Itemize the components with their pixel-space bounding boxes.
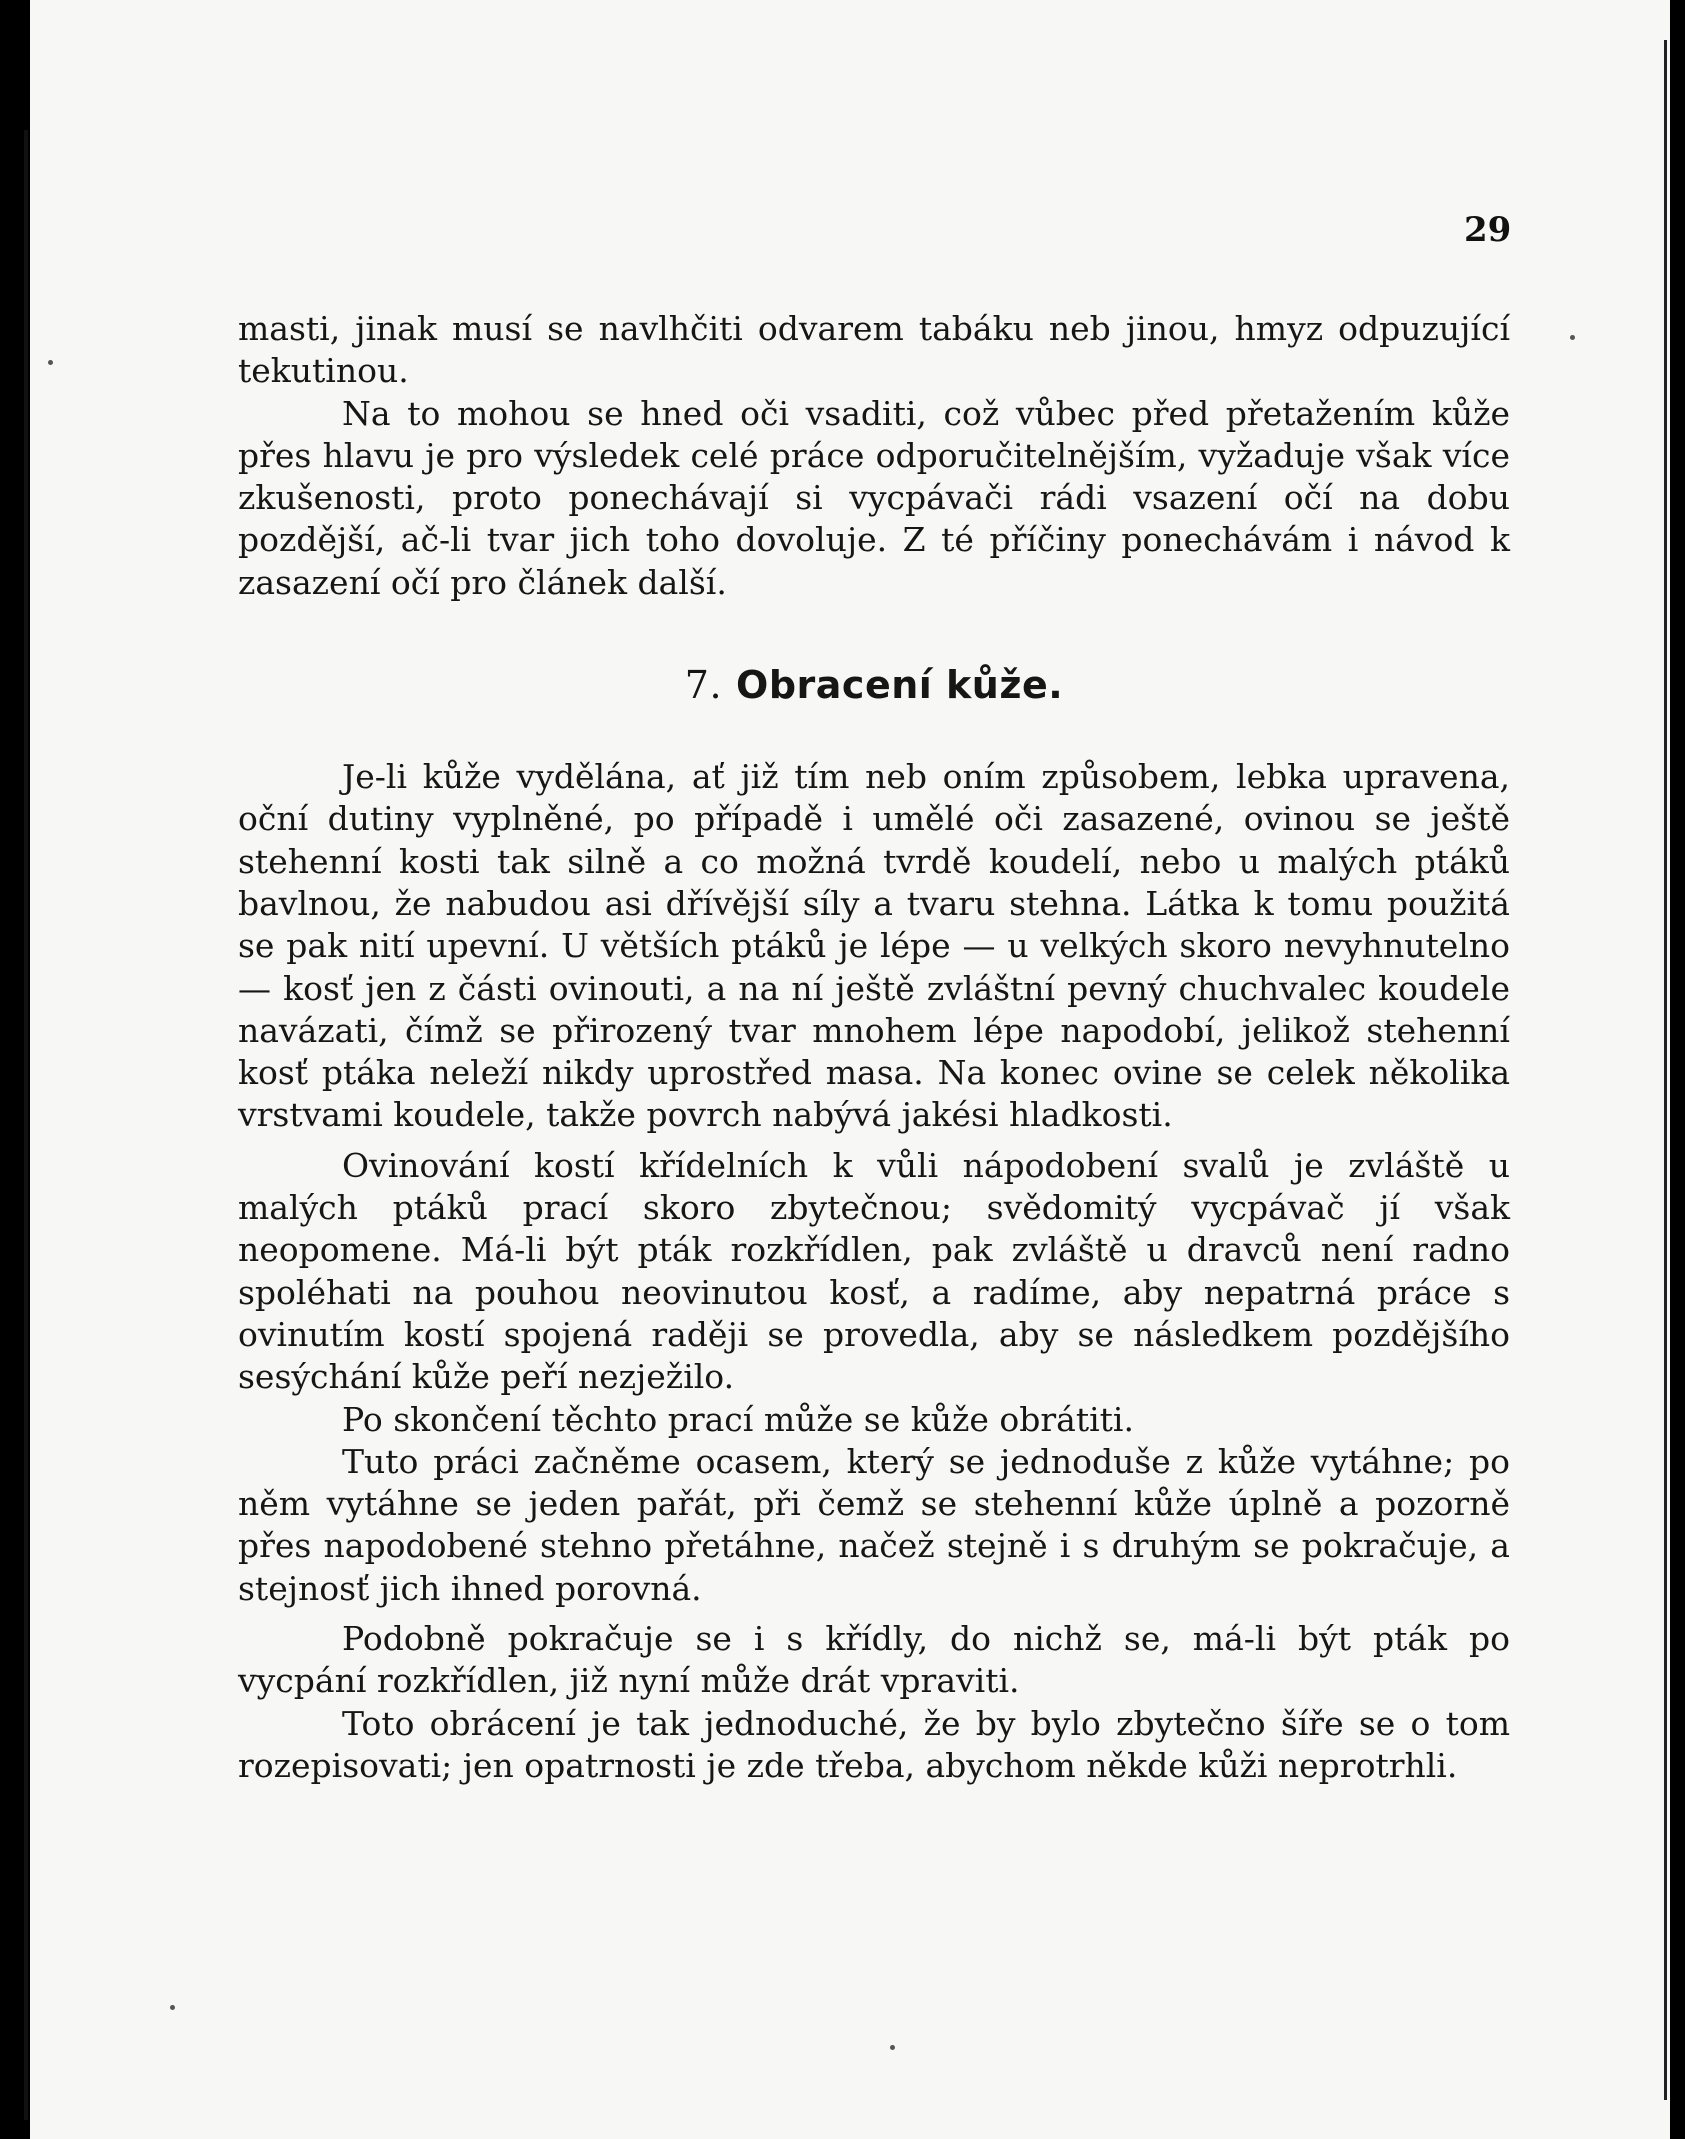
paragraph: Toto obrácení je tak jednoduché, že by bylo zbytečno šíře se o tom rozepisovati; jen opatrnosti je zde třeba, abychom někde kůži neprotrhli. (238, 1703, 1510, 1785)
paragraph: Po skončení těchto prací může se kůže obrátiti. (342, 1399, 1134, 1439)
paragraph-continued: masti, jinak musí se navlhčiti odvarem tabáku neb jinou, hmyz odpuzující tekutinou. (238, 309, 1510, 391)
paragraph: Na to mohou se hned oči vsaditi, což vůbec před přetažením kůže přes hlavu je pro výsledek celé práce odporučitelnějším, vyžaduje však více zkušenosti, proto ponechávají si vycpávači rádi vsazení očí na dobu pozdější, ač-li tvar jich toho dovoluje. Z té příčiny ponechávám i návod k zasazení očí pro článek další. (238, 393, 1510, 602)
page-edge (1664, 40, 1667, 2100)
scan-speck (890, 2045, 895, 2050)
paragraph: Ovinování kostí křídelních k vůli nápodobení svalů je zvláště u malých ptáků prací skoro zbytečnou; svědomitý vycpávač jí však neopomene. Má-li být pták rozkřídlen, pak zvláště u dravců není radno spoléhati na pouhou neovinutou kosť, a radíme, aby nepatrná práce s ovinutím kostí spojená raději se provedla, aby se následkem pozdějšího sesýchání kůže peří nezježilo. (238, 1145, 1510, 1397)
book-page (30, 0, 1670, 2139)
section-heading (238, 664, 1510, 706)
page-number: 29 (1464, 210, 1512, 250)
scan-speck (170, 2005, 175, 2010)
section-number: 7. (684, 663, 723, 708)
scan-speck (1570, 335, 1575, 340)
paragraph: Podobně pokračuje se i s křídly, do nichž se, má-li být pták po vycpání rozkřídlen, již nyní může drát vpraviti. (238, 1619, 1510, 1701)
scan-speck (48, 360, 53, 365)
paragraph: Tuto práci začněme ocasem, který se jednoduše z kůže vytáhne; po něm vytáhne se jeden pařát, při čemž se stehenní kůže úplně a pozorně přes napodobené stehno přetáhne, načež stejně i s druhým se pokračuje, a stejnosť jich ihned porovná. (238, 1441, 1510, 1608)
paragraph: Je-li kůže vydělána, ať již tím neb oním způsobem, lebka upravena, oční dutiny vyplněné, po případě i umělé oči zasazené, ovinou se ještě stehenní kosti tak silně a co možná tvrdě koudelí, nebo u malých ptáků bavlnou, že nabudou asi dřívější síly a tvaru stehna. Látka k tomu použitá se pak nití upevní. U větších ptáků je lépe — u velkých skoro nevyhnutelno — kosť jen z části ovinouti, a na ní ještě zvláštní pevný chuchvalec koudele navázati, čímž se přirozený tvar mnohem lépe napodobí, jelikož stehenní kosť ptáka neleží nikdy uprostřed masa. Na konec ovine se celek několika vrstvami koudele, takže povrch nabývá jakési hladkosti. (238, 757, 1510, 1135)
section-title: Obracení kůže. (736, 663, 1064, 708)
body-text (238, 308, 1510, 1787)
binding-edge (24, 130, 28, 2120)
